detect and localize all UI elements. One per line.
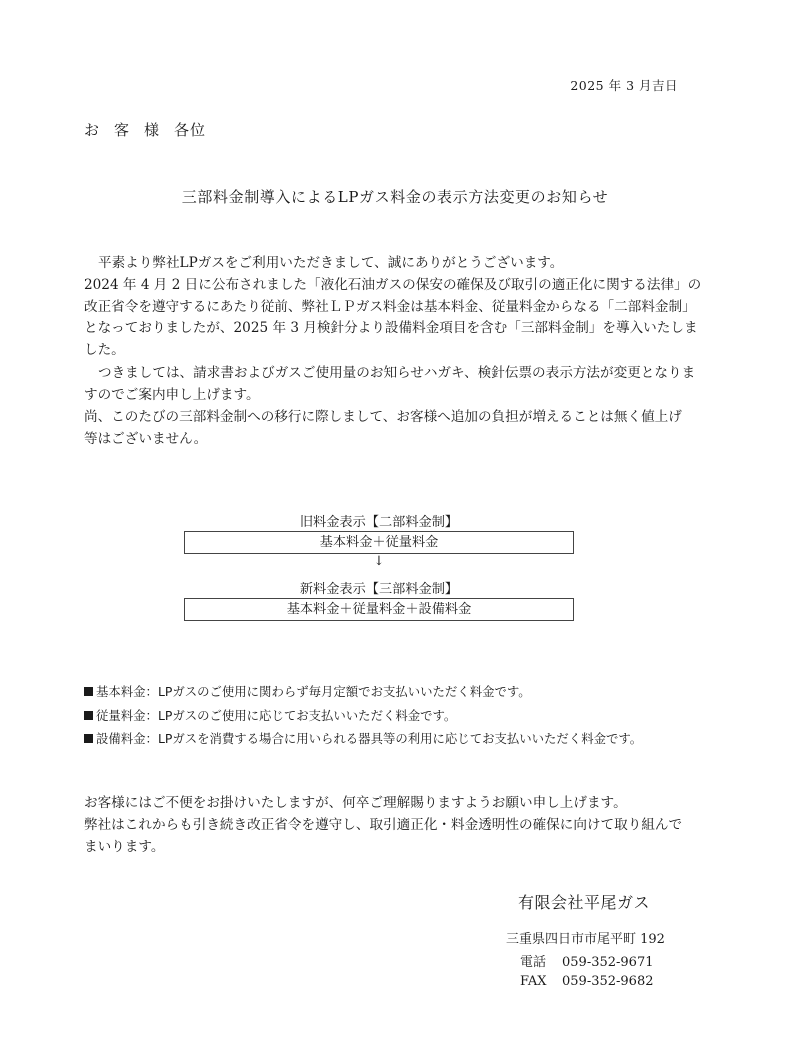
company-phone xyxy=(520,951,654,970)
definition-text: 設備料金：LPガスを消費する場合に用いられる器具等の利用に応じてお支払いいただく料金です。 xyxy=(96,731,643,746)
closing-paragraph xyxy=(84,793,682,858)
old-pricing-label: 旧料金表示【二部料金制】 xyxy=(299,515,459,530)
issue-date: 2025 年 3 月吉日 xyxy=(570,78,678,93)
paragraph-line: 平素より弊社LPガスをご利用いただきまして、誠にありがとうございます。 xyxy=(98,255,564,271)
phone-number: 059-352-9671 xyxy=(562,955,654,970)
addressee xyxy=(84,119,206,140)
definition-text: 基本料金：LPガスのご使用に関わらず毎月定額でお支払いいただく料金です。 xyxy=(96,684,531,699)
document-title: 三部料金制導入によるLPガス料金の表示方法変更のお知らせ xyxy=(181,188,609,206)
definition-text: 従量料金：LPガスのご使用に応じてお支払いいただく料金です。 xyxy=(96,708,457,723)
paragraph-line: となっておりましたが、2025 年 3 月検針分より設備料金項目を含む「三部料金制」を導入いたしま xyxy=(84,320,698,337)
fax-number: 059-352-9682 xyxy=(562,974,654,989)
paragraph-line: お客様にはご不便をお掛けいたしますが、何卒ご理解賜りますようお願い申し上げます。 xyxy=(84,795,627,811)
definition-usage-fee xyxy=(84,706,456,724)
new-pricing-formula: 基本料金＋従量料金＋設備料金 xyxy=(184,598,574,621)
paragraph-greeting xyxy=(84,253,702,362)
paragraph-change-notice xyxy=(84,363,696,407)
paragraph-line: 改正省令を遵守するにあたり従前、弊社ＬＰガス料金は基本料金、従量料金からなる「二部料金制」 xyxy=(84,298,696,315)
addressee-char: お xyxy=(84,121,101,139)
paragraph-line: した。 xyxy=(84,342,125,359)
fax-label: FAX xyxy=(520,974,547,989)
old-pricing-formula: 基本料金＋従量料金 xyxy=(184,531,574,554)
square-bullet-icon xyxy=(84,711,93,720)
paragraph-line: 2024 年 4 月 2 日に公布されました「液化石油ガスの保安の確保及び取引の適正化に関する法律」の xyxy=(84,276,702,293)
company-address: 三重県四日市市尾平町 192 xyxy=(506,932,665,947)
definition-basic-fee xyxy=(84,682,531,700)
company-name: 有限会社平尾ガス xyxy=(518,893,651,912)
definition-equipment-fee xyxy=(84,729,642,747)
paragraph-line: まいります。 xyxy=(84,838,165,855)
paragraph-line: 等はございません。 xyxy=(84,430,208,447)
addressee-char: 様 xyxy=(144,121,161,139)
paragraph-no-price-increase xyxy=(84,407,686,451)
paragraph-line: 尚、このたびの三部料金制への移行に際しまして、お客様へ追加の負担が増えることは無く値上げ xyxy=(84,409,682,425)
new-pricing-label: 新料金表示【三部料金制】 xyxy=(299,582,459,597)
paragraph-line: すのでご案内申し上げます。 xyxy=(84,386,260,403)
addressee-char: 客 xyxy=(114,121,131,139)
square-bullet-icon xyxy=(84,734,93,743)
company-fax xyxy=(520,974,654,989)
down-arrow-icon: ↓ xyxy=(373,554,385,569)
paragraph-line: 弊社はこれからも引き続き改正省令を遵守し、取引適正化・料金透明性の確保に向けて取り組んで xyxy=(84,816,683,833)
addressee-suffix: 各位 xyxy=(174,121,207,139)
paragraph-line: つきましては、請求書およびガスご使用量のお知らせハガキ、検針伝票の表示方法が変更となりま xyxy=(98,365,696,381)
phone-label: 電話 xyxy=(520,955,547,970)
square-bullet-icon xyxy=(84,687,93,696)
